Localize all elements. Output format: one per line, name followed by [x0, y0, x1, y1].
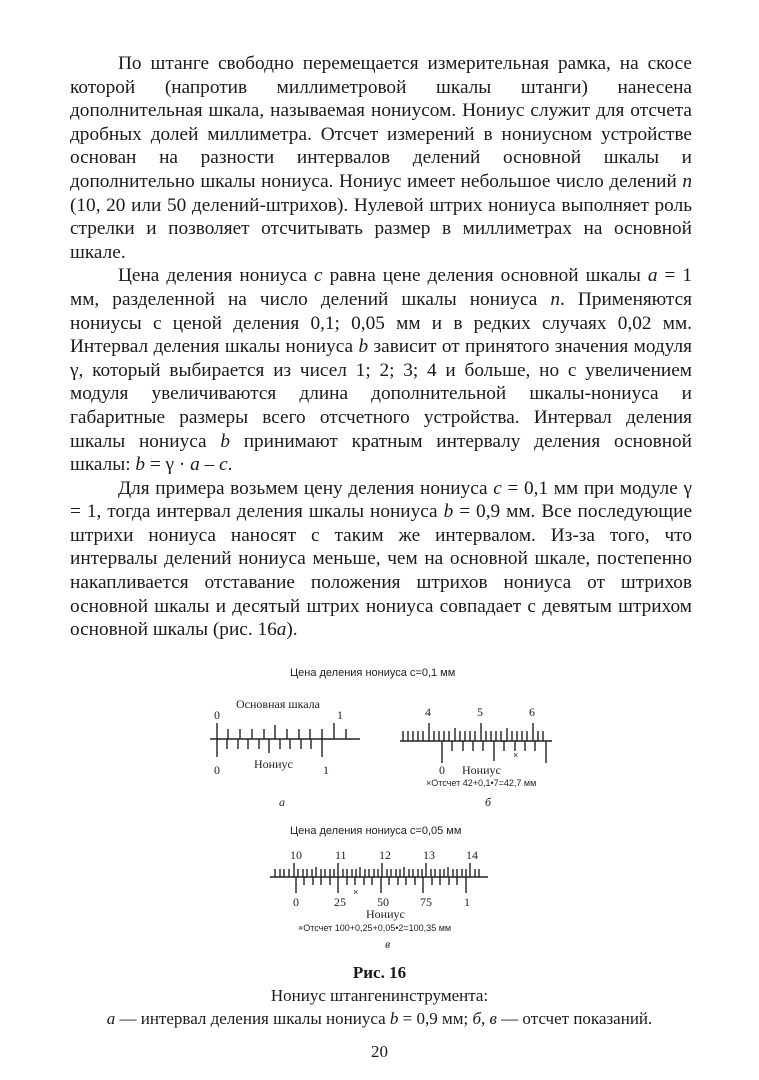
panel-a-vernier-tick-0: 0 [214, 763, 220, 777]
body-text [70, 52, 692, 642]
svg-text:×: × [513, 750, 519, 760]
panel-v-letter: в [385, 937, 391, 951]
panel-a-letter: а [279, 795, 285, 809]
panel-v-vernier-tick-75: 75 [420, 895, 432, 909]
figure-title-0-05: Цена деления нониуса с=0,05 мм [290, 825, 462, 837]
svg-text:×: × [353, 887, 359, 897]
panel-b-reading: ×Отсчет 42+0,1•7=42,7 мм [426, 778, 537, 788]
figure-caption-title: Нониус штангенинструмента: [270, 986, 489, 1005]
panel-a-main-tick-1: 1 [337, 708, 343, 722]
figure-title-0-1: Цена деления нониуса с=0,1 мм [290, 667, 456, 679]
panel-b-vernier-label: Нониус [462, 763, 501, 777]
panel-a-vernier-tick-1: 1 [323, 763, 329, 777]
paragraph-2: Цена деления нониуса c равна цене деления основной шкалы a = 1 мм, разделенной на число делений шкалы нониуса n. Применяются нониусы с ценой деления 0,1; 0,05 мм и в редких случаях 0,02 мм. Интервал деления шкалы нониуса b зависит от принятого значения модуля γ, который выбирается из чисел 1; 2; 3; 4 и больше, но с увеличением модуля увеличиваются длина дополнительной шкалы-нониуса и габаритные размеры всего отсчетного устройства. Интервал деления шкалы нониуса b принимают кратным интервалу деления основной шкалы: b = γ · a – c. [70, 265, 693, 476]
paragraph-3: Для примера возьмем цену деления нониуса c = 0,1 мм при модуле γ = 1, тогда интервал деления шкалы нониуса b = 0,9 мм. Все последующие штрихи нониуса наносят с таким же интервалом. Из-за того, что интервалы делений нониуса меньше, чем на основной шкале, постепенно накапливается отставание положения штрихов нониуса от штрихов основной шкалы и десятый штрих нониуса совпадает с девятым штрихом основной шкалы (рис. 16a). [70, 477, 692, 641]
panel-b-main-tick-6: 6 [529, 705, 535, 719]
panel-v-main-tick-12: 12 [379, 848, 391, 862]
panel-v-main-tick-10: 10 [290, 848, 302, 862]
panel-v-main-tick-13: 13 [423, 848, 435, 862]
panel-v-vernier-tick-1: 1 [464, 895, 470, 909]
panel-b-main-tick-5: 5 [477, 705, 483, 719]
main-scale-label: Основная шкала [236, 697, 320, 711]
panel-v-vernier-tick-0: 0 [293, 895, 299, 909]
panel-b-vernier-tick-0: 0 [439, 763, 445, 777]
figure-number: Рис. 16 [352, 963, 407, 982]
figure-16-vernier [0, 655, 759, 965]
panel-v-vernier-tick-25: 25 [334, 895, 346, 909]
panel-a-vernier-label: Нониус [254, 757, 293, 771]
panel-v-main-tick-14: 14 [466, 848, 478, 862]
paragraph-1: По штанге свободно перемещается измерительная рамка, на скосе которой (напротив миллиметровой шкалы штанги) нанесена дополнительная шкала, называемая нониусом. Нониус служит для отсчета дробных долей миллиметра. Отсчет измерений в нониусном устройстве основан на разности интервалов делений основной шкалы и дополнительно шкалы нониуса. Нониус имеет небольшое число делений n (10, 20 или 50 делений-штрихов). Нулевой штрих нониуса выполняет роль стрелки и позволяет отсчитывать размер в миллиметрах на основной шкале. [70, 53, 692, 263]
panel-b-letter: б [485, 795, 492, 809]
figure-caption-description: а — интервал деления шкалы нониуса b = 0,9 мм; б, в — отсчет показаний. [106, 1009, 653, 1028]
panel-a-main-tick-0: 0 [214, 708, 220, 722]
page-number: 20 [371, 1042, 388, 1061]
panel-v-vernier-label: Нониус [366, 907, 405, 921]
panel-v-main-tick-11: 11 [335, 848, 347, 862]
panel-b-main-tick-4: 4 [425, 705, 431, 719]
panel-v-reading: ×Отсчет 100+0,25+0,05•2=100,35 мм [298, 923, 452, 933]
panel-v-vernier-tick-50: 50 [377, 895, 389, 909]
